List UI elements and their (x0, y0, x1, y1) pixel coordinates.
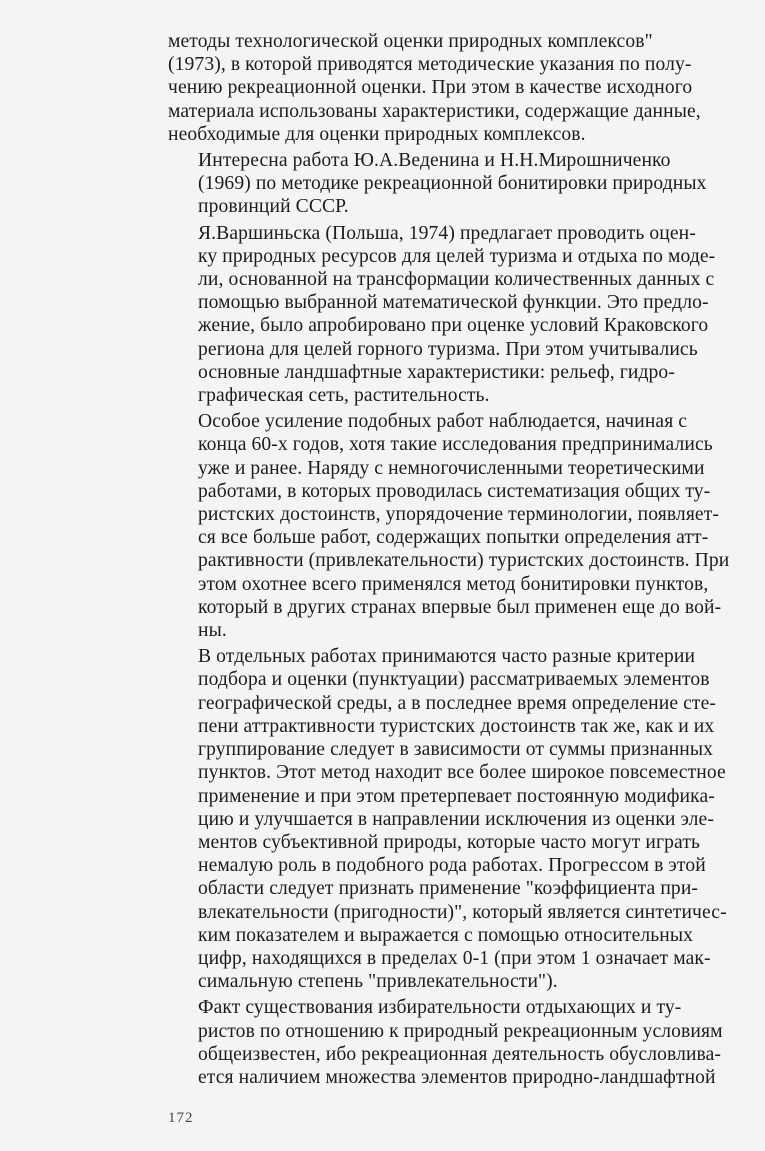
text-line: ким показателем и выражается с помощью относительных (198, 924, 694, 946)
text-line: цию и улучшается в направлении исключения из оценки эле- (198, 808, 714, 830)
text-line: пени аттрактивности туристских достоинств так же, как и их (198, 715, 715, 737)
text-line: симальную степень "привлекательности"). (198, 971, 558, 993)
paragraph-3 (168, 222, 760, 408)
page-number: 172 (168, 1110, 194, 1126)
text-line: материала использованы характеристики, содержащие данные, (168, 100, 701, 122)
paragraph-4 (168, 410, 760, 642)
text-line: этом охотнее всего применялся метод бонитировки пунктов, (198, 573, 709, 595)
text-line: основные ландшафтные характеристики: рельеф, гидро- (198, 361, 675, 383)
text-line: методы технологической оценки природных комплексов" (168, 31, 653, 52)
text-line: помощью выбранной математической функции. Это предло- (198, 292, 709, 314)
text-line: ристов по отношению к природный рекреационным условиям (198, 1020, 723, 1042)
text-line: общеизвестен, ибо рекреационная деятельность обусловлива- (198, 1043, 722, 1065)
body-text (168, 30, 760, 1089)
paragraph-6 (168, 996, 760, 1089)
text-line: ется наличием множества элементов природно-ландшафтной (198, 1066, 716, 1088)
text-line: Особое усиление подобных работ наблюдается, начиная с (198, 411, 688, 433)
text-line: (1973), в которой приводятся методические указания по полу- (168, 54, 692, 76)
text-line: региона для целей горного туризма. При этом учитывались (198, 338, 698, 360)
text-line: Интересна работа Ю.А.Веденина и Н.Н.Мирошниченко (198, 150, 671, 172)
paragraph-2 (168, 149, 760, 219)
paragraph-1 (168, 30, 760, 146)
text-line: В отдельных работах принимаются часто разные критерии (198, 646, 696, 668)
text-line: пунктов. Этот метод находит все более широкое повсеместное (198, 762, 726, 784)
text-line: ли, основанной на трансформации количественных данных с (198, 269, 715, 291)
text-line: (1969) по методике рекреационной бонитировки природных (198, 173, 707, 195)
text-line: влекательности (пригодности)", который является синтетичес- (198, 901, 727, 923)
text-line: который в других странах впервые был применен еще до вой- (198, 596, 722, 618)
text-line: уже и ранее. Наряду с немногочисленными теоретическими (198, 457, 705, 479)
text-line: графическая сеть, растительность. (198, 385, 490, 407)
text-line: Факт существования избирательности отдыхающих и ту- (198, 997, 682, 1019)
text-line: ны. (198, 620, 227, 642)
text-line: подбора и оценки (пунктуации) рассматриваемых элементов (198, 669, 710, 691)
text-line: конца 60-х годов, хотя такие исследования предпринимались (198, 434, 713, 456)
text-line: географической среды, а в последнее время определение сте- (198, 692, 717, 714)
text-line: ристских достоинств, упорядочение терминологии, появляет- (198, 504, 720, 526)
text-line: цифр, находящихся в пределах 0-1 (при этом 1 означает мак- (198, 947, 711, 969)
text-line: группирование следует в зависимости от суммы признанных (198, 739, 714, 761)
text-line: ся все больше работ, содержащих попытки определения атт- (198, 527, 709, 549)
text-line: работами, в которых проводилась систематизация общих ту- (198, 480, 711, 502)
text-line: ментов субъективной природы, которые часто могут играть (198, 831, 701, 853)
text-line: применение и при этом претерпевает постоянную модифика- (198, 785, 715, 807)
text-line: ку природных ресурсов для целей туризма и отдыха по моде- (198, 245, 716, 267)
text-line: чению рекреационной оценки. При этом в качестве исходного (168, 77, 693, 99)
text-line: области следует признать применение "коэффициента при- (198, 878, 699, 900)
text-line: немалую роль в подобного рода работах. Прогрессом в этой (198, 855, 706, 877)
paragraph-5 (168, 645, 760, 993)
text-line: необходимые для оценки природных комплексов. (168, 123, 586, 145)
text-line: рактивности (привлекательности) туристских достоинств. При (198, 550, 730, 572)
text-line: жение, было апробировано при оценке условий Краковского (198, 315, 709, 337)
text-line: провинций СССР. (198, 196, 349, 218)
text-line: Я.Варшиньска (Польша, 1974) предлагает проводить оцен- (198, 222, 696, 244)
